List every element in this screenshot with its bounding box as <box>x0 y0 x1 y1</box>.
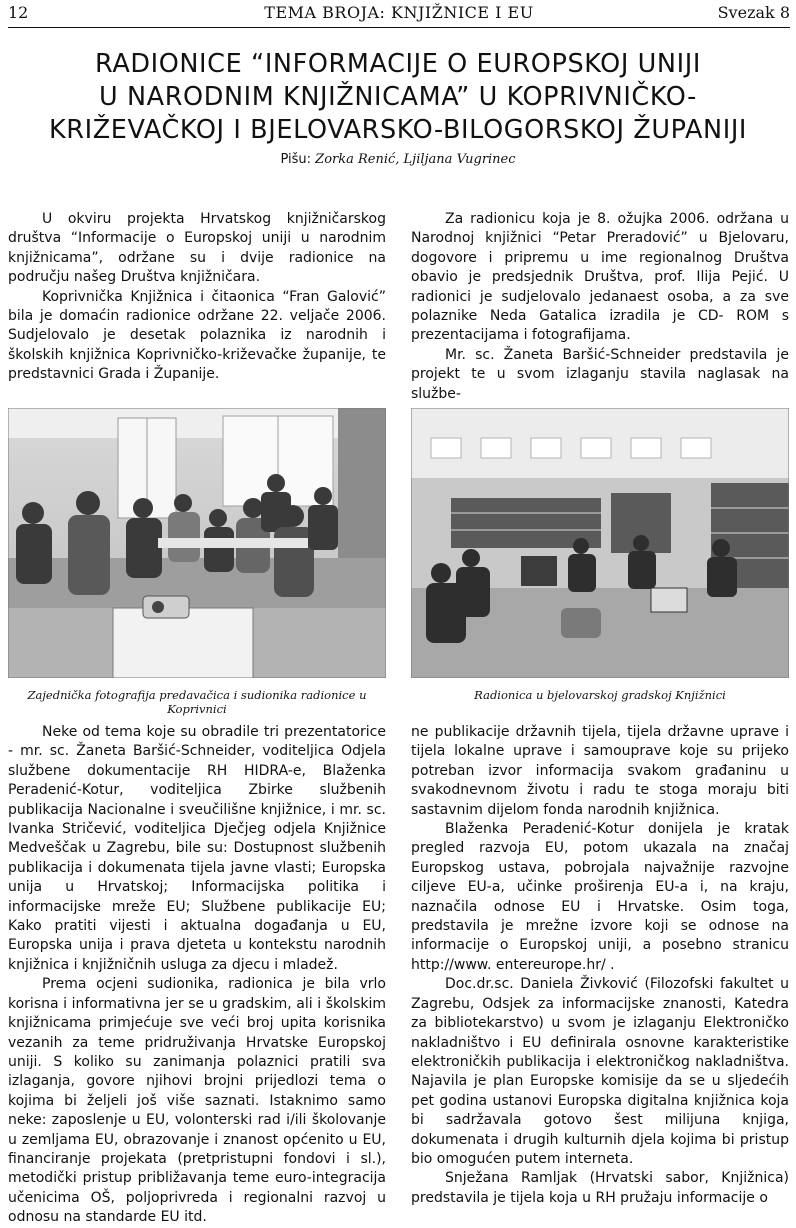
authors-line <box>0 152 796 167</box>
paragraph: Za radionicu koja je 8. ožujka 2006. održana u Narodnoj knjižnici “Petar Preradović” u Bjelovaru, dogovore i pripremu u ime regionalnog Društva obavio je predsjednik Društva, prof. Ilija Pejić. U radionici je sudjelovalo jedanaest osoba, a za sve polaznike Neda Gatalica izradila je CD- ROM s prezentacijama i fotografijama. <box>411 211 789 344</box>
paragraph: Neke od tema koje su obradile tri prezentatorice - mr. sc. Žaneta Baršić-Schneider, voditeljica Odjela službene dokumentacije RH HIDRA-e, Blaženka Peradenić-Kotur, voditeljica Zbirke službenih publikacija Nacionalne i sveučilišne knjižnice, i mr. sc. Ivanka Stričević, voditeljica Dječjeg odjela Knjižnice Medveščak u Zagrebu, bile su: Dostupnost službenih publikacija i dokumenata tijela javne vlasti; Europska unija u Hrvatskoj; Informacijska politika i informacijske mreže EU; Službene publikacije EU; Kako pratiti vijesti i aktualna događanja u EU, Europska unija i prava djeteta u kontekstu narodnih knjižnica i knjižničnih usluga za djecu i mladež. <box>8 724 386 973</box>
paragraph: ne publikacije državnih tijela, tijela državne uprave i tijela lokalne uprave i samouprave koje su prijeko potreban izvor informacija svakom građaninu u svakodnevnom životu i radu te stoga moraju biti sastavnim dijelom fonda narodnih knjižnica. <box>411 724 789 818</box>
page-number: 12 <box>8 3 29 22</box>
paragraph: U okviru projekta Hrvatskog knjižničarskog društva “Informacije o Europskoj uniji u narodnim knjižnicama”, održane su i dvije radionice na području našeg Društva knjižničara. <box>8 211 386 286</box>
photo-bjelovar-image <box>411 408 789 678</box>
paragraph: Doc.dr.sc. Daniela Živković (Filozofski fakultet u Zagrebu, Odsjek za informacijske znanosti, Katedra za bibliotekarstvo) u svom je izlaganju Elektroničko nakladništvo i EU definirala osnovne karakteristike elektroničkih publikacija i elektroničkog nakladništva. Najavila je plan Europske komisije da se u sljedećih pet godina ustanovi Europska digitalna knjižnica koja bi sadržavala gotovo šest milijuna knjiga, dokumenata i drugih kulturnih djela kojima bi pristup bio omogućen putem interneta. <box>411 976 789 1167</box>
running-header <box>8 0 790 28</box>
header-rule <box>8 27 790 28</box>
title-line-2: U NARODNIM KNJIŽNICAMA” U KOPRIVNIČKO- <box>99 82 697 112</box>
paragraph: Blaženka Peradenić-Kotur donijela je kratak pregled razvoja EU, potom ukazala na značaj Europskog ustava, pobrojala najvažnije razvojne ciljeve EU-a, učinke proširenja EU-a i, na kraju, naznačila odnose EU i Hrvatske. Osim toga, predstavila je mrežne izvore koji se odnose na informacije o Europskoj uniji, a posebno stranicu http://www. entereurope.hr/ . <box>411 821 789 973</box>
photo-koprivnica-image <box>8 408 386 678</box>
photo-caption-koprivnica: Zajednička fotografija predavačica i sudionika radionice u Koprivnici <box>27 688 367 716</box>
authors-prefix: Pišu: <box>280 152 316 167</box>
column-right-bottom <box>411 723 789 1208</box>
paragraph: Prema ocjeni sudionika, radionica je bila vrlo korisna i informativna jer se u gradskim, ali i školskim knjižnicama primjećuje sve veći broj upita korisnika vezanih za teme pridruživanja Hrvatske Europskoj uniji. S koliko su zanimanja polaznici pratili sva izlaganja, govore njihovi brojni prijedlozi tema o kojima bi željeli još više saznati. Istaknimo samo neke: zaposlenje u EU, volonterski rad i/ili školovanje u zemljama EU, obrazovanje i znanost općenito u EU, financiranje projekata (pretpristupni fondovi i sl.), metodički pristup približavanja teme euro-integracija učenicima OŠ, poljoprivreda i regionalni razvoj u odnosu na standarde EU itd. <box>8 976 386 1226</box>
paragraph: Mr. sc. Žaneta Baršić-Schneider predstavila je projekt te u svom izlaganju stavila naglasak na službe- <box>411 346 789 402</box>
article-title <box>20 48 776 147</box>
paragraph: Snježana Ramljak (Hrvatski sabor, Knjižnica) predstavila je tijela koja u RH pružaju informacije o <box>411 1170 789 1206</box>
photo-bjelovar-workshop <box>411 408 789 678</box>
authors-names: Zorka Renić, Ljiljana Vugrinec <box>315 152 516 167</box>
photo-caption-bjelovar: Radionica u bjelovarskoj gradskoj Knjižnici <box>474 688 726 702</box>
title-line-3: KRIŽEVAČKOJ I BJELOVARSKO-BILOGORSKOJ ŽUPANIJI <box>48 115 748 145</box>
column-right-top <box>411 210 789 404</box>
photo-koprivnica-group <box>8 408 386 678</box>
column-left-bottom <box>8 723 386 1228</box>
title-line-1: RADIONICE “INFORMACIJE O EUROPSKOJ UNIJI <box>95 49 701 79</box>
volume-label: Svezak 8 <box>717 3 790 22</box>
section-title: TEMA BROJA: KNJIŽNICE I EU <box>264 3 534 22</box>
column-left-top <box>8 210 386 385</box>
paragraph: Koprivnička Knjižnica i čitaonica “Fran Galović” bila je domaćin radionice održane 22. veljače 2006. Sudjelovalo je desetak polaznika iz narodnih i školskih knjižnica Koprivničko-križevačke županije, te predstavnici Grada i Županije. <box>8 288 386 383</box>
